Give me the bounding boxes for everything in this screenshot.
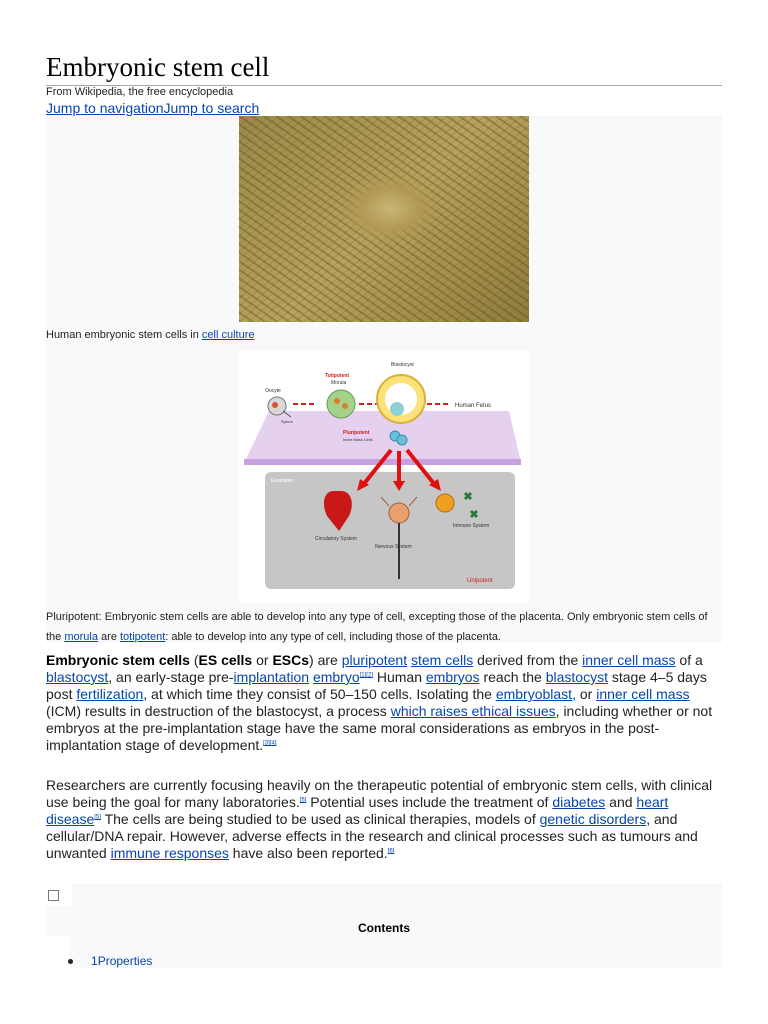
oocyte-label: Oocyte (265, 388, 281, 394)
text: ( (189, 652, 199, 668)
implantation-link[interactable]: implantation (233, 669, 310, 685)
embryos-link[interactable]: embryos (425, 669, 480, 685)
diagram-caption (46, 607, 722, 647)
cell-culture-link[interactable]: cell culture (201, 329, 255, 341)
term-bold: ESCs (272, 652, 310, 668)
toc-number: 1 (91, 954, 98, 968)
bullet-icon (68, 959, 73, 964)
toc-label: Properties (97, 954, 153, 968)
text: (ICM) results in destruction of the blastocyst, a process (46, 703, 391, 719)
totipotent-label: Totipotent (325, 373, 350, 379)
morula-label: Morula (331, 380, 347, 386)
immune-responses-link[interactable]: immune responses (110, 845, 229, 861)
toc-item[interactable] (68, 954, 152, 968)
citation-link[interactable]: [5] (94, 814, 101, 821)
nervous-label: Nervous System (375, 544, 412, 550)
embryo-link[interactable]: embryo (312, 669, 360, 685)
stem-cells-link[interactable]: stem cells (411, 652, 474, 668)
caption-text: are (97, 631, 120, 643)
ethical-issues-link[interactable]: which raises ethical issues (390, 703, 556, 719)
text: , an early-stage pre- (108, 669, 234, 685)
fertilization-link[interactable]: fertilization (76, 686, 144, 702)
inner-cell-mass-link[interactable]: inner cell mass (596, 686, 690, 702)
text: , at which time they consist of 50–150 cells. Isolating the (143, 686, 496, 702)
inner-cell-mass-link[interactable]: inner cell mass (582, 652, 676, 668)
pluripotent-label: Pluripotent (343, 430, 370, 436)
infobox (46, 116, 722, 643)
citation[interactable] (263, 740, 276, 746)
citation-link[interactable]: [1][2] (359, 672, 373, 679)
text: Potential uses include the treatment of (306, 794, 553, 810)
text: and (605, 794, 637, 810)
jump-to-search-link[interactable]: Jump to search (163, 100, 260, 116)
text: reach the (479, 669, 546, 685)
text: or (252, 652, 273, 668)
text: have also been reported. (228, 845, 388, 861)
immune-cell-icon (436, 494, 454, 512)
unipotent-label: Unipotent (467, 578, 493, 584)
immune-label: Immune System (453, 523, 490, 529)
morula-link[interactable]: morula (64, 631, 98, 643)
text: stage 4–5 days post (46, 669, 707, 702)
oocyte-nucleus (272, 402, 278, 408)
examples-label: Examples: (271, 478, 295, 484)
caption-text: : able to develop into any type of cell, including those of the placenta. (165, 631, 501, 643)
citation-link[interactable]: [3][4] (263, 740, 277, 747)
page-title: Embryonic stem cell (46, 52, 722, 86)
text: ) are (309, 652, 342, 668)
pluripotent-link[interactable]: pluripotent (341, 652, 408, 668)
text: Researchers are currently focusing heavily on the therapeutic potential of embryonic stem cells, with clinical use being the goal for many laboratories. (46, 777, 713, 810)
jump-to-navigation-link[interactable]: Jump to navigation (46, 100, 164, 116)
neuron-icon (389, 503, 409, 523)
research-paragraph (46, 777, 722, 862)
text: The cells are being studied to be used as clinical therapies, models of (100, 811, 540, 827)
toc-gutter (46, 936, 70, 968)
stem-cell-culture-image[interactable] (239, 116, 529, 322)
blastocyst-link[interactable]: blastocyst (545, 669, 608, 685)
citation[interactable] (360, 672, 373, 678)
citation[interactable] (94, 814, 101, 820)
diabetes-link[interactable]: diabetes (552, 794, 606, 810)
totipotent-link[interactable]: totipotent (120, 631, 166, 643)
human-fetus-label: Human Fetus (455, 403, 492, 409)
text: of a (675, 652, 703, 668)
text: , and cellular/DNA repair. However, adverse effects in the research and clinical processes such as tumours and unwanted (46, 811, 698, 861)
genetic-disorders-link[interactable]: genetic disorders (539, 811, 647, 827)
stem-cell-diagram[interactable] (239, 351, 529, 603)
caption-text: Human embryonic stem cells in (46, 329, 202, 341)
blastocyst-link[interactable]: blastocyst (46, 669, 109, 685)
citation-link[interactable]: [6] (387, 848, 395, 855)
toc-title: Contents (358, 921, 410, 935)
circulatory-label: Circulatory System (315, 536, 357, 542)
citation[interactable] (388, 848, 395, 854)
toc-toggle-checkbox[interactable] (48, 890, 59, 901)
citation-link[interactable]: [5] (299, 797, 307, 804)
table-of-contents (46, 884, 722, 968)
text: Human (372, 669, 426, 685)
term-bold: ES cells (198, 652, 253, 668)
text: , including whether or not embryos at the pre-implantation stage have the same moral considerations as embryos in the post-implantation stage of development. (46, 703, 713, 753)
text: derived from the (473, 652, 583, 668)
blastocyst-label: Blastocyst (391, 362, 414, 368)
toc-link-properties[interactable] (91, 954, 152, 968)
caption-text: Pluripotent: Embryonic stem cells are able to develop into any type of cell, excepting those of the placenta. Only embryonic stem cells of the (46, 611, 708, 643)
jump-links (46, 100, 259, 116)
text: , or (572, 686, 597, 702)
examples-panel (265, 472, 515, 589)
inner-mass-label: Inner Mass Cells (343, 437, 373, 442)
intro-paragraph (46, 652, 722, 754)
site-subtitle: From Wikipedia, the free encyclopedia (46, 86, 234, 98)
morula-icon (327, 390, 355, 418)
term-bold: Embryonic stem cells (46, 652, 190, 668)
sperm-label: Sperm (281, 419, 293, 424)
heart-disease-link[interactable]: heart disease (46, 794, 669, 827)
image-caption (46, 329, 254, 341)
embryoblast-link[interactable]: embryoblast (495, 686, 573, 702)
